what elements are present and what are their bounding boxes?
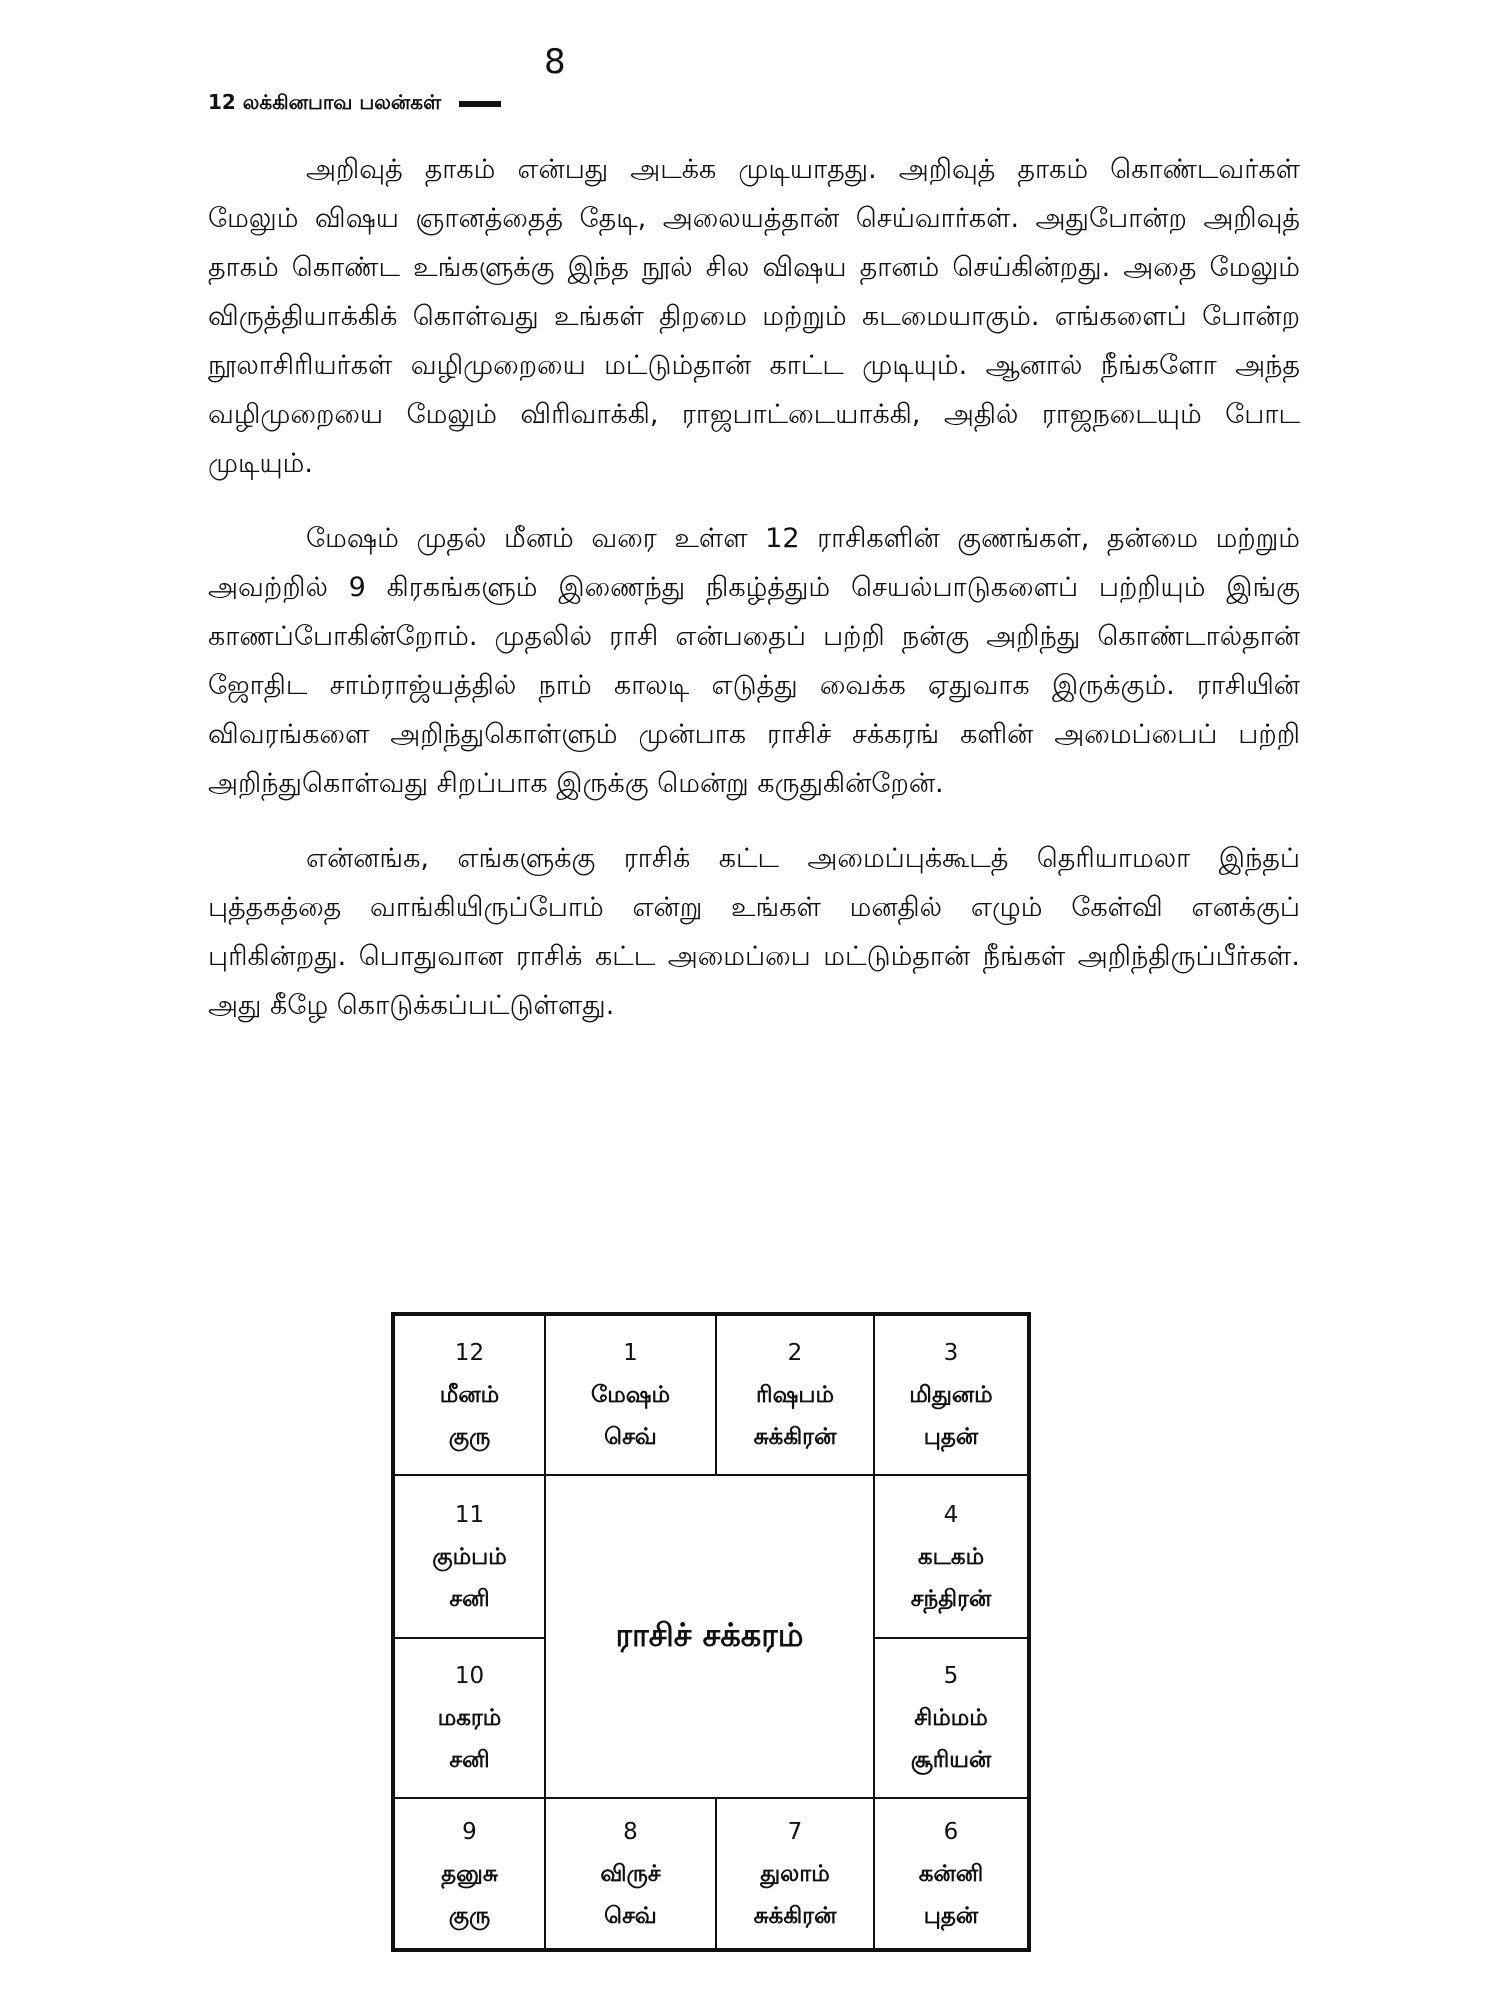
house-sign: விருச்: [600, 1860, 661, 1887]
house-lord: செவ்: [604, 1902, 657, 1929]
rasi-chakram-chart: [391, 1312, 1031, 1952]
house-lord: செவ்: [604, 1424, 657, 1450]
house-lord: சுக்கிரன்: [753, 1424, 837, 1450]
house-sign: ரிஷபம்: [756, 1382, 834, 1408]
house-sign: மேஷம்: [590, 1382, 671, 1408]
running-title: 12 லக்கினபாவ பலன்கள்: [208, 90, 442, 114]
house-cell: [545, 1798, 716, 1949]
house-sign: சிம்மம்: [914, 1705, 988, 1731]
house-cell: [874, 1475, 1028, 1638]
paragraph: அறிவுத் தாகம் என்பது அடக்க முடியாதது. அறிவுத் தாகம் கொண்டவர்கள் மேலும் விஷய ஞானத்தைத் தேடி, அலையத்தான் செய்வார்கள். அதுபோன்ற அறிவுத் தாகம் கொண்ட உங்களுக்கு இந்த நூல் சில விஷய தானம் செய்கின்றது. அதை மேலும் விருத்தியாக்கிக் கொள்வது உங்கள் திறமை மற்றும் கடமையாகும். எங்களைப் போன்ற நூலாசிரியர்கள் வழிமுறையை மட்டும்தான் காட்ட முடியும். ஆனால் நீங்களோ அந்த வழிமுறையை மேலும் விரிவாக்கி, ராஜபாட்டையாக்கி, அதில் ராஜநடையும் போட முடியும்.: [208, 154, 1300, 479]
house-sign: துலாம்: [760, 1860, 830, 1887]
house-lord: சுக்கிரன்: [753, 1902, 837, 1929]
house-lord: குரு: [448, 1424, 491, 1450]
house-cell: [394, 1798, 545, 1949]
house-sign: கும்பம்: [432, 1543, 507, 1570]
house-number: 7: [787, 1818, 803, 1845]
house-number: 5: [943, 1663, 959, 1689]
house-number: 10: [454, 1663, 485, 1689]
house-cell: [716, 1315, 874, 1475]
house-sign: மீனம்: [439, 1382, 500, 1408]
house-lord: புதன்: [923, 1424, 979, 1450]
house-lord: புதன்: [923, 1902, 979, 1929]
body-text: [208, 145, 1300, 1056]
house-number: 11: [454, 1501, 485, 1528]
house-sign: தனுசு: [441, 1860, 498, 1887]
house-cell: [874, 1798, 1028, 1949]
paragraph: என்னங்க, எங்களுக்கு ராசிக் கட்ட அமைப்புக்கூடத் தெரியாமலா இந்தப் புத்தகத்தை வாங்கியிருப்போம் என்று உங்கள் மனதில் எழும் கேள்வி எனக்குப் புரிகின்றது. பொதுவான ராசிக் கட்ட அமைப்பை மட்டும்தான் நீங்கள் அறிந்திருப்பீர்கள். அது கீழே கொடுக்கப்பட்டுள்ளது.: [208, 843, 1300, 1021]
house-sign: கடகம்: [917, 1543, 985, 1570]
running-header: [208, 90, 501, 117]
house-number: 12: [454, 1340, 485, 1366]
house-number: 9: [462, 1818, 477, 1845]
house-cell: [716, 1798, 874, 1949]
chart-center-label: ராசிச் சக்கரம்: [615, 1615, 804, 1654]
house-sign: மகரம்: [437, 1705, 502, 1731]
house-cell: [545, 1315, 716, 1475]
page-number: 8: [544, 42, 566, 82]
chart-center: [545, 1475, 874, 1798]
house-sign: கன்னி: [918, 1860, 984, 1887]
house-lord: குரு: [448, 1902, 491, 1929]
house-number: 8: [623, 1818, 638, 1845]
house-number: 3: [943, 1340, 959, 1366]
house-cell: [394, 1638, 545, 1798]
house-cell: [874, 1638, 1028, 1798]
house-cell: [394, 1475, 545, 1638]
house-lord: சனி: [449, 1747, 490, 1773]
house-number: 6: [943, 1818, 959, 1845]
house-number: 2: [787, 1340, 803, 1366]
paragraph: மேஷம் முதல் மீனம் வரை உள்ள 12 ராசிகளின் குணங்கள், தன்மை மற்றும் அவற்றில் 9 கிரகங்களும் இணைந்து நிகழ்த்தும் செயல்பாடுகளைப் பற்றியும் இங்கு காணப்போகின்றோம். முதலில் ராசி என்பதைப் பற்றி நன்கு அறிந்து கொண்டால்தான் ஜோதிட சாம்ராஜ்யத்தில் நாம் காலடி எடுத்து வைக்க ஏதுவாக இருக்கும். ராசியின் விவரங்களை அறிந்துகொள்ளும் முன்பாக ராசிச் சக்கரங் களின் அமைப்பைப் பற்றி அறிந்துகொள்வது சிறப்பாக இருக்கு மென்று கருதுகின்றேன்.: [208, 523, 1300, 799]
house-sign: மிதுனம்: [909, 1382, 993, 1408]
house-lord: சனி: [449, 1585, 490, 1612]
house-cell: [874, 1315, 1028, 1475]
house-number: 4: [943, 1501, 959, 1528]
house-lord: சூரியன்: [910, 1747, 992, 1773]
header-rule: [459, 101, 501, 107]
house-lord: சந்திரன்: [910, 1585, 992, 1612]
house-number: 1: [623, 1340, 638, 1366]
house-cell: [394, 1315, 545, 1475]
